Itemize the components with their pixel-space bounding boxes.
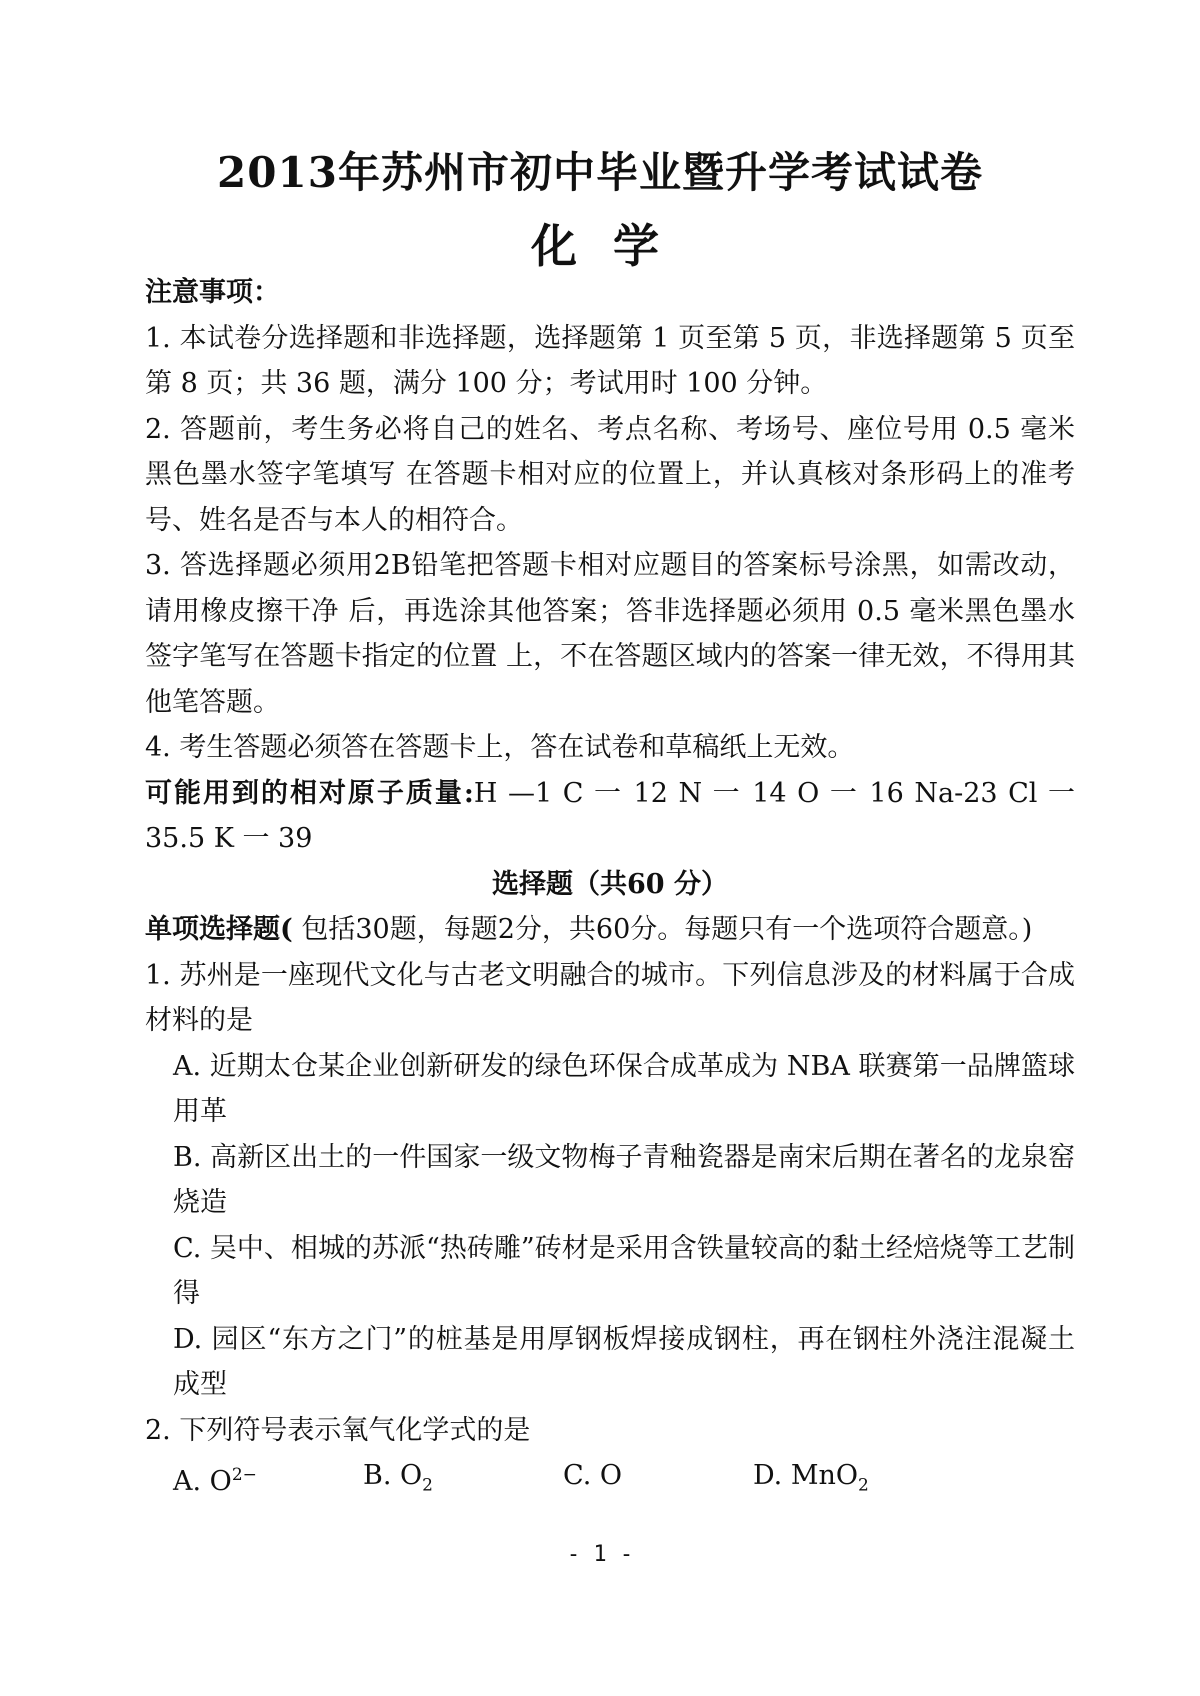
page-number: - 1 - xyxy=(566,1542,634,1567)
atomic-mass-values: H —1 C 一 12 N 一 14 O 一 16 Na-23 Cl 一 35.5 K 一 39 xyxy=(145,777,1076,854)
question-1-option-d: D. 园区“东方之门”的桩基是用厚钢板焊接成钢柱，再在钢柱外浇注混凝土成型 xyxy=(173,1323,1075,1400)
question-1-stem: 1. 苏州是一座现代文化与古老文明融合的城市。下列信息涉及的材料属于合成材料的是 xyxy=(145,959,1075,1036)
note-item-1: 1. 本试卷分选择题和非选择题，选择题第 1 页至第 5 页，非选择题第 5 页至第 8 页；共 36 题，满分 100 分；考试用时 100 分钟。 xyxy=(145,322,1075,399)
question-1-option-b: B. 高新区出土的一件国家一级文物梅子青釉瓷器是南宋后期在著名的龙泉窑烧造 xyxy=(173,1141,1075,1218)
question-2-options xyxy=(145,1453,1075,1509)
note-item-4: 4. 考生答题必须答在答题卡上，答在试卷和草稿纸上无效。 xyxy=(145,732,855,763)
atomic-mass-line xyxy=(145,771,1075,862)
question-1-option-a: A. 近期太仓某企业创新研发的绿色环保合成革成为 NBA 联赛第一品牌篮球用革 xyxy=(173,1050,1075,1127)
atomic-mass-label: 可能用到的相对原子质量: xyxy=(145,777,474,809)
section-intro-label: 单项选择题( xyxy=(145,914,293,945)
section-intro-text: 包括30题，每题2分，共60分。每题只有一个选项符合题意。) xyxy=(292,914,1033,945)
question-2-option-c: C. O xyxy=(563,1460,622,1491)
question-1-option-c: C. 吴中、相城的苏派“热砖雕”砖材是采用含铁量较高的黏土经焙烧等工艺制得 xyxy=(173,1232,1075,1309)
note-item-2: 2. 答题前，考生务必将自己的姓名、考点名称、考场号、座位号用 0.5 毫米黑色墨水签字笔填写 在答题卡相对应的位置上，并认真核对条形码上的准考号、姓名是否与本人的相符合。 xyxy=(145,413,1075,536)
exam-title: 2013年苏州市初中毕业暨升学考试试卷 xyxy=(217,148,983,197)
question-2-option-a: A. $O^{2-}$ xyxy=(173,1465,257,1497)
notes-heading: 注意事项： xyxy=(145,277,280,308)
subject-title: 化 学 xyxy=(530,219,669,273)
question-2-option-b: B. $O_2$ xyxy=(363,1460,433,1496)
note-item-3: 3. 答选择题必须用2B铅笔把答题卡相对应题目的答案标号涂黑，如需改动，请用橡皮擦干净 后，再选涂其他答案；答非选择题必须用 0.5 毫米黑色墨水签字笔写在答题卡指定的位置 上，不在答题区域内的答案一律无效，不得用其他笔答题。 xyxy=(145,550,1075,718)
question-2-option-d: D. MnO$_2$ xyxy=(753,1460,869,1496)
exam-body xyxy=(145,270,1075,1509)
question-2-stem: 2. 下列符号表示氧气化学式的是 xyxy=(145,1414,531,1446)
section-intro xyxy=(145,907,1075,953)
section-title: 选择题（共60 分） xyxy=(492,868,728,900)
